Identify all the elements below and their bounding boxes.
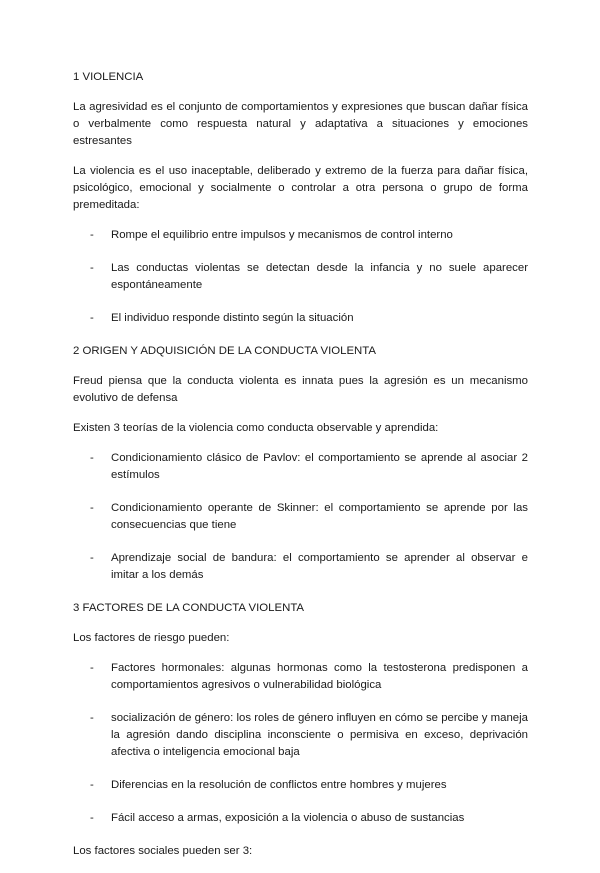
dash-marker: - — [90, 312, 94, 324]
section-heading: 3 FACTORES DE LA CONDUCTA VIOLENTA — [73, 602, 305, 614]
section-origen — [73, 343, 528, 584]
paragraph: La violencia es el uso inaceptable, deliberado y extremo de la fuerza para dañar física, psicológico, emocional y socialmente o controlar a otra persona o grupo de forma premeditada: — [73, 165, 528, 211]
section-violencia — [73, 69, 528, 327]
paragraph: La agresividad es el conjunto de comportamientos y expresiones que buscan dañar física o verbalmente como respuesta natural y adaptativa a situaciones y emociones estresantes — [73, 101, 528, 147]
list-item-text: El individuo responde distinto según la situación — [111, 312, 354, 324]
paragraph: Los factores de riesgo pueden: — [73, 632, 230, 644]
list-item — [73, 550, 528, 584]
dash-marker: - — [90, 812, 94, 824]
dash-marker: - — [90, 712, 94, 724]
list-item-text: Factores hormonales: algunas hormonas como la testosterona predisponen a comportamientos agresivos o vulnerabilidad biológica — [111, 662, 528, 691]
list-item — [73, 810, 528, 827]
bullet-list — [73, 660, 528, 827]
paragraph: Los factores sociales pueden ser 3: — [73, 845, 253, 857]
list-item — [73, 310, 528, 327]
section-factores — [73, 600, 528, 860]
list-item — [73, 710, 528, 761]
section-heading: 1 VIOLENCIA — [73, 71, 144, 83]
list-item — [73, 777, 528, 794]
list-item-text: Fácil acceso a armas, exposición a la violencia o abuso de sustancias — [111, 812, 465, 824]
dash-marker: - — [90, 452, 94, 464]
list-item — [73, 227, 528, 244]
list-item — [73, 260, 528, 294]
dash-marker: - — [90, 662, 94, 674]
list-item — [73, 660, 528, 694]
list-item-text: Rompe el equilibrio entre impulsos y mecanismos de control interno — [111, 229, 453, 241]
bullet-list — [73, 450, 528, 584]
list-item — [73, 450, 528, 484]
list-item-text: Diferencias en la resolución de conflictos entre hombres y mujeres — [111, 779, 447, 791]
list-item-text: Condicionamiento operante de Skinner: el comportamiento se aprende por las consecuencias que tiene — [111, 502, 528, 531]
list-item-text: Condicionamiento clásico de Pavlov: el comportamiento se aprende al asociar 2 estímulos — [111, 452, 528, 481]
dash-marker: - — [90, 262, 94, 274]
list-item — [73, 500, 528, 534]
dash-marker: - — [90, 552, 94, 564]
list-item-text: Las conductas violentas se detectan desde la infancia y no suele aparecer espontáneamente — [111, 262, 528, 291]
list-item-text: socialización de género: los roles de género influyen en cómo se percibe y maneja la agresión dando disciplina inconsciente o permisiva en exceso, deprivación afectiva o inteligencia emocional baja — [111, 712, 528, 758]
paragraph: Freud piensa que la conducta violenta es innata pues la agresión es un mecanismo evolutivo de defensa — [73, 375, 528, 404]
bullet-list — [73, 227, 528, 327]
dash-marker: - — [90, 779, 94, 791]
paragraph: Existen 3 teorías de la violencia como conducta observable y aprendida: — [73, 422, 439, 434]
document-page — [73, 69, 528, 873]
dash-marker: - — [90, 502, 94, 514]
dash-marker: - — [90, 229, 94, 241]
list-item-text: Aprendizaje social de bandura: el comportamiento se aprender al observar e imitar a los demás — [111, 552, 528, 581]
section-heading: 2 ORIGEN Y ADQUISICIÓN DE LA CONDUCTA VIOLENTA — [73, 345, 376, 357]
